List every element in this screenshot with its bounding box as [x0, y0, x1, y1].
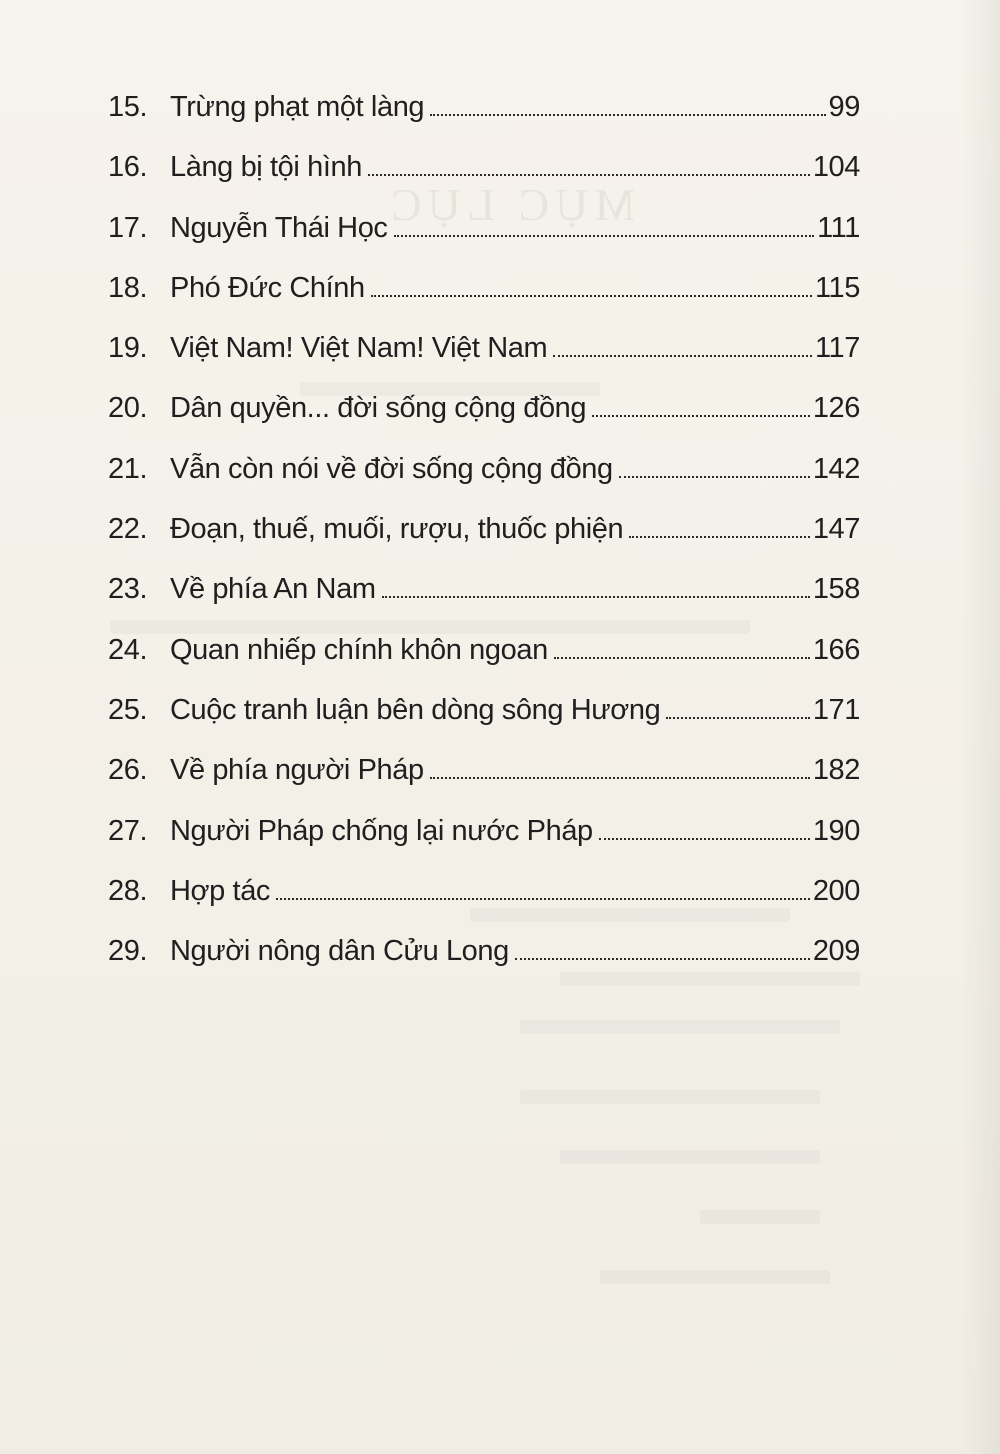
- toc-entry: [108, 689, 860, 749]
- toc-entry: [108, 629, 860, 689]
- toc-entry: [108, 207, 860, 267]
- toc-entry-page: 126: [812, 392, 860, 425]
- toc-entry-title: Nguyễn Thái Học: [170, 211, 388, 244]
- table-of-contents: [108, 86, 860, 990]
- dot-leader: [368, 174, 810, 176]
- toc-entry-page: 147: [812, 513, 860, 546]
- toc-entry-page: 104: [812, 151, 860, 184]
- toc-entry-title: Cuộc tranh luận bên dòng sông Hương: [170, 693, 661, 726]
- toc-entry-title: Vẫn còn nói về đời sống cộng đồng: [170, 452, 613, 485]
- toc-entry-page: 182: [812, 754, 860, 787]
- toc-entry: [108, 448, 860, 508]
- toc-entry: [108, 870, 860, 930]
- toc-entry-page: 111: [817, 211, 860, 244]
- toc-entry-number: 18.: [108, 271, 148, 304]
- toc-entry-title: Về phía An Nam: [170, 573, 376, 606]
- toc-entry-page: 142: [812, 452, 860, 485]
- toc-entry-number: 22.: [108, 513, 148, 546]
- toc-entry-number: 28.: [108, 874, 148, 907]
- dot-leader: [666, 717, 809, 719]
- toc-entry-page: 115: [814, 271, 860, 304]
- toc-entry: [108, 86, 860, 146]
- toc-entry-number: 19.: [108, 332, 148, 365]
- toc-entry-title: Quan nhiếp chính khôn ngoan: [170, 633, 548, 666]
- toc-entry-page: 117: [814, 332, 860, 365]
- dot-leader: [430, 114, 825, 116]
- dot-leader: [619, 476, 810, 478]
- toc-entry-number: 24.: [108, 633, 148, 666]
- toc-entry-number: 23.: [108, 573, 148, 606]
- toc-entry-title: Về phía người Pháp: [170, 754, 424, 787]
- toc-entry-title: Người Pháp chống lại nước Pháp: [170, 814, 593, 847]
- dot-leader: [599, 838, 810, 840]
- toc-entry: [108, 508, 860, 568]
- toc-entry-title: Người nông dân Cửu Long: [170, 935, 509, 968]
- dot-leader: [554, 657, 810, 659]
- toc-entry-number: 20.: [108, 392, 148, 425]
- dot-leader: [515, 958, 810, 960]
- toc-entry-title: Dân quyền... đời sống cộng đồng: [170, 392, 587, 425]
- dot-leader: [276, 898, 810, 900]
- toc-entry-number: 26.: [108, 754, 148, 787]
- toc-entry: [108, 327, 860, 387]
- toc-entry-page: 200: [812, 874, 860, 907]
- toc-entry: [108, 930, 860, 990]
- toc-entry-number: 15.: [108, 91, 148, 123]
- toc-entry: [108, 267, 860, 327]
- dot-leader: [382, 596, 810, 598]
- toc-entry-number: 25.: [108, 693, 148, 726]
- toc-entry-number: 29.: [108, 935, 148, 968]
- toc-entry-page: 99: [828, 91, 860, 123]
- dot-leader: [592, 415, 810, 417]
- toc-entry-number: 17.: [108, 211, 148, 244]
- toc-entry: [108, 810, 860, 870]
- toc-entry: [108, 568, 860, 628]
- page-edge-shadow: [960, 0, 1000, 1454]
- toc-entry-page: 190: [812, 814, 860, 847]
- toc-entry: [108, 146, 860, 206]
- toc-entry-number: 27.: [108, 814, 148, 847]
- toc-entry-title: Trừng phạt một làng: [170, 91, 425, 123]
- toc-entry-number: 21.: [108, 452, 148, 485]
- dot-leader: [629, 536, 810, 538]
- mirrored-heading-texture: MỤC LỤC: [385, 179, 636, 230]
- dot-leader: [553, 355, 812, 357]
- toc-entry-title: Việt Nam! Việt Nam! Việt Nam: [170, 332, 548, 365]
- toc-entry-title: Hợp tác: [170, 874, 271, 907]
- toc-entry-page: 171: [812, 693, 860, 726]
- toc-entry: [108, 749, 860, 809]
- dot-leader: [430, 777, 810, 779]
- toc-entry-title: Làng bị tội hình: [170, 151, 362, 184]
- dot-leader: [371, 295, 812, 297]
- toc-entry-title: Đoạn, thuế, muối, rượu, thuốc phiện: [170, 513, 624, 546]
- toc-entry: [108, 387, 860, 447]
- toc-entry-number: 16.: [108, 151, 148, 184]
- toc-entry-page: 158: [812, 573, 860, 606]
- toc-entry-title: Phó Đức Chính: [170, 271, 365, 304]
- toc-entry-page: 209: [812, 935, 860, 968]
- dot-leader: [394, 235, 815, 237]
- toc-entry-page: 166: [812, 633, 860, 666]
